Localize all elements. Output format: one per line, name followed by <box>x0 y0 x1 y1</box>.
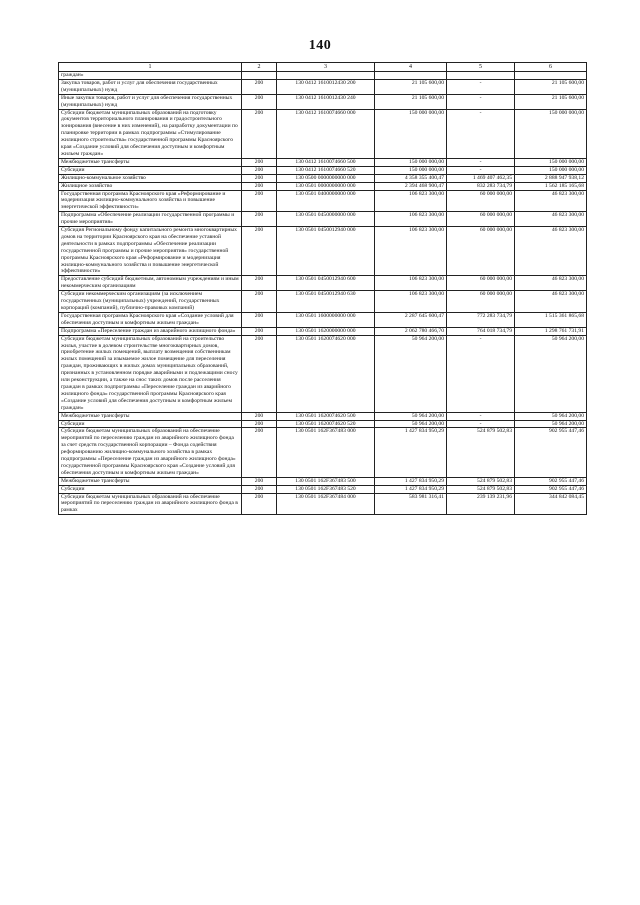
classification-code-cell: 130 0500 0000000000 000 <box>277 174 375 182</box>
amount-cell: 50 964 200,00 <box>515 420 587 428</box>
amount-cell: 50 964 200,00 <box>375 412 447 420</box>
code-cell: 200 <box>242 227 277 276</box>
code-cell <box>242 72 277 80</box>
code-cell: 200 <box>242 420 277 428</box>
classification-code-cell: 130 0501 0450012940 000 <box>277 227 375 276</box>
column-number: 6 <box>515 63 587 72</box>
classification-code-cell <box>277 72 375 80</box>
amount-cell: 150 000 000,00 <box>375 109 447 158</box>
table-row <box>59 190 587 212</box>
code-cell: 200 <box>242 312 277 327</box>
code-cell: 200 <box>242 182 277 190</box>
amount-cell: 524 879 502,83 <box>447 428 515 477</box>
row-name-cell: Субсидии бюджетам муниципальных образований на строительство жилья, участие в долевом строительстве многоквартирных домов, приобретение жилых помещений, выплату возмещения собственникам жилых помещений за изымаемое жилое помещение для переселения граждан, проживающих в жилых домах муниципальных образований, признанных в установленном порядке аварийными и подлежащими сносу или реконструкции, а также на снос таких домов после расселения граждан в рамках подпрограммы «Переселение граждан из аварийного жилищного фонда» государственной программы Красноярского края «Создание условий для обеспечения доступным и комфортным жильем граждан» <box>59 335 242 412</box>
amount-cell: 60 000 000,00 <box>447 227 515 276</box>
amount-cell: - <box>447 158 515 166</box>
row-name-cell: Предоставление субсидий бюджетным, автономным учреждениям и иным некоммерческим организациям <box>59 276 242 291</box>
table-row <box>59 79 587 94</box>
amount-cell: 583 981 316,41 <box>375 493 447 515</box>
classification-code-cell: 130 0501 162F367483 500 <box>277 477 375 485</box>
amount-cell: 21 105 600,00 <box>515 79 587 94</box>
table-row <box>59 227 587 276</box>
amount-cell: 46 823 300,00 <box>515 190 587 212</box>
amount-cell: 150 000 000,00 <box>375 158 447 166</box>
table-row <box>59 485 587 493</box>
row-name-cell: граждан» <box>59 72 242 80</box>
amount-cell: 524 879 502,83 <box>447 477 515 485</box>
table-row <box>59 174 587 182</box>
row-name-cell: Субсидии бюджетам муниципальных образований на подготовку документов территориального планирования и градостроительного зонирования (внесение в них изменений), на разработку документации по планировке территории в рамках подпрограммы «Стимулирование жилищного строительства» государственной программы Красноярского края «Создание условий для обеспечения доступным и комфортным жильем граждан» <box>59 109 242 158</box>
table-row <box>59 477 587 485</box>
amount-cell: 50 964 200,00 <box>375 335 447 412</box>
classification-code-cell: 130 0501 0450012940 630 <box>277 291 375 313</box>
classification-code-cell: 130 0412 1610074660 500 <box>277 158 375 166</box>
amount-cell: 60 000 000,00 <box>447 276 515 291</box>
amount-cell: 60 000 000,00 <box>447 212 515 227</box>
classification-code-cell: 130 0501 0450012940 600 <box>277 276 375 291</box>
amount-cell: 1 427 834 950,29 <box>375 477 447 485</box>
code-cell: 200 <box>242 477 277 485</box>
amount-cell: 239 139 231,96 <box>447 493 515 515</box>
amount-cell: 150 000 000,00 <box>515 158 587 166</box>
code-cell: 200 <box>242 335 277 412</box>
code-cell: 200 <box>242 412 277 420</box>
classification-code-cell: 130 0501 1620000000 000 <box>277 327 375 335</box>
classification-code-cell: 130 0501 1620074620 000 <box>277 335 375 412</box>
amount-cell: - <box>447 335 515 412</box>
column-number: 4 <box>375 63 447 72</box>
amount-cell: 1 469 407 462,35 <box>447 174 515 182</box>
classification-code-cell: 130 0412 1610074660 520 <box>277 166 375 174</box>
row-name-cell: Субсидии <box>59 485 242 493</box>
amount-cell: 60 000 000,00 <box>447 291 515 313</box>
code-cell: 200 <box>242 212 277 227</box>
amount-cell: - <box>447 79 515 94</box>
amount-cell: 1 515 361 865,68 <box>515 312 587 327</box>
row-name-cell: Межбюджетные трансферты <box>59 412 242 420</box>
classification-code-cell: 130 0501 162F367484 000 <box>277 493 375 515</box>
row-name-cell: Подпрограмма «Обеспечение реализации государственной программы и прочие мероприятия» <box>59 212 242 227</box>
amount-cell: 1 298 761 731,91 <box>515 327 587 335</box>
row-name-cell: Субсидии некоммерческим организациям (за исключением государственных (муниципальных) учреждений, государственных корпораций (компаний), публично-правовых компаний) <box>59 291 242 313</box>
amount-cell: 1 427 834 950,29 <box>375 428 447 477</box>
classification-code-cell: 130 0501 1620074620 500 <box>277 412 375 420</box>
table-row <box>59 420 587 428</box>
code-cell: 200 <box>242 158 277 166</box>
code-cell: 200 <box>242 276 277 291</box>
column-number: 5 <box>447 63 515 72</box>
table-row <box>59 182 587 190</box>
amount-cell: 60 000 000,00 <box>447 190 515 212</box>
table-row <box>59 109 587 158</box>
amount-cell: 902 955 447,46 <box>515 485 587 493</box>
row-name-cell: Межбюджетные трансферты <box>59 477 242 485</box>
table-row <box>59 428 587 477</box>
code-cell: 200 <box>242 190 277 212</box>
table-row <box>59 72 587 80</box>
row-name-cell: Субсидии бюджетам муниципальных образований на обеспечение мероприятий по переселению граждан из аварийного жилищного фонда в рамках <box>59 493 242 515</box>
row-name-cell: Субсидии <box>59 166 242 174</box>
classification-code-cell: 130 0501 162F367483 520 <box>277 485 375 493</box>
amount-cell: 832 283 734,79 <box>447 182 515 190</box>
amount-cell: 106 823 300,00 <box>375 212 447 227</box>
column-number: 1 <box>59 63 242 72</box>
classification-code-cell: 130 0501 0450000000 000 <box>277 212 375 227</box>
amount-cell: - <box>447 420 515 428</box>
table-row <box>59 312 587 327</box>
amount-cell <box>515 72 587 80</box>
row-name-cell: Закупка товаров, работ и услуг для обеспечения государственных (муниципальных) нужд <box>59 79 242 94</box>
row-name-cell: Межбюджетные трансферты <box>59 158 242 166</box>
column-number-row <box>59 63 587 72</box>
amount-cell: 50 964 200,00 <box>375 420 447 428</box>
amount-cell <box>375 72 447 80</box>
code-cell: 200 <box>242 109 277 158</box>
amount-cell: 106 823 300,00 <box>375 291 447 313</box>
amount-cell: - <box>447 166 515 174</box>
classification-code-cell: 130 0501 0000000000 000 <box>277 182 375 190</box>
amount-cell: - <box>447 109 515 158</box>
classification-code-cell: 130 0501 0400000000 000 <box>277 190 375 212</box>
row-name-cell: Иные закупки товаров, работ и услуг для обеспечения государственных (муниципальных) нужд <box>59 94 242 109</box>
amount-cell: 21 105 600,00 <box>375 94 447 109</box>
table-row <box>59 493 587 515</box>
row-name-cell: Субсидии бюджетам муниципальных образований на обеспечение мероприятий по переселению граждан из аварийного жилищного фонда за счет средств государственной корпорации – Фонда содействия реформированию жилищно-коммунального хозяйства в рамках подпрограммы «Переселение граждан из аварийного жилищного фонда» государственной программы Красноярского края «Создание условий для обеспечения доступным и комфортным жильем граждан» <box>59 428 242 477</box>
table-row <box>59 327 587 335</box>
amount-cell: 46 823 300,00 <box>515 227 587 276</box>
code-cell: 200 <box>242 79 277 94</box>
amount-cell: 2 888 947 938,12 <box>515 174 587 182</box>
row-name-cell: Жилищно-коммунальное хозяйство <box>59 174 242 182</box>
classification-code-cell: 130 0501 162F367483 000 <box>277 428 375 477</box>
row-name-cell: Жилищное хозяйство <box>59 182 242 190</box>
table-row <box>59 166 587 174</box>
amount-cell: 106 823 300,00 <box>375 276 447 291</box>
amount-cell: - <box>447 94 515 109</box>
classification-code-cell: 130 0412 1610074660 000 <box>277 109 375 158</box>
amount-cell: 1 427 834 950,29 <box>375 485 447 493</box>
code-cell: 200 <box>242 493 277 515</box>
code-cell: 200 <box>242 291 277 313</box>
amount-cell: 21 105 600,00 <box>375 79 447 94</box>
amount-cell: 4 358 355 400,47 <box>375 174 447 182</box>
amount-cell: 21 105 600,00 <box>515 94 587 109</box>
row-name-cell: Субсидия Региональному фонду капитального ремонта многоквартирных домов на территории Красноярского края на обеспечение уставной деятельности в рамках подпрограммы «Обеспечение реализации государственной программы и прочие мероприятия» государственной программы Красноярского края «Реформирование и модернизация жилищно-коммунального хозяйства и повышение энергетической эффективности» <box>59 227 242 276</box>
table-row <box>59 94 587 109</box>
amount-cell: 2 394 468 900,47 <box>375 182 447 190</box>
amount-cell: 2 062 780 466,70 <box>375 327 447 335</box>
amount-cell: 150 000 000,00 <box>515 109 587 158</box>
row-name-cell: Государственная программа Красноярского края «Создание условий для обеспечения доступным и комфортным жильем граждан» <box>59 312 242 327</box>
row-name-cell: Подпрограмма «Переселение граждан из аварийного жилищного фонда» <box>59 327 242 335</box>
row-name-cell: Государственная программа Красноярского края «Реформирование и модернизация жилищно-коммунального хозяйства и повышение энергетической эффективности» <box>59 190 242 212</box>
code-cell: 200 <box>242 428 277 477</box>
classification-code-cell: 130 0412 1610012430 240 <box>277 94 375 109</box>
amount-cell: 106 823 300,00 <box>375 190 447 212</box>
table-row <box>59 291 587 313</box>
amount-cell: 50 964 200,00 <box>515 335 587 412</box>
classification-code-cell: 130 0412 1610012430 200 <box>277 79 375 94</box>
column-number: 3 <box>277 63 375 72</box>
table-row <box>59 158 587 166</box>
amount-cell: 344 842 084,45 <box>515 493 587 515</box>
amount-cell: 772 283 734,79 <box>447 312 515 327</box>
table-row <box>59 412 587 420</box>
amount-cell: 46 823 300,00 <box>515 212 587 227</box>
table-row <box>59 212 587 227</box>
amount-cell: - <box>447 412 515 420</box>
amount-cell: 46 823 300,00 <box>515 291 587 313</box>
amount-cell: 2 287 645 600,47 <box>375 312 447 327</box>
amount-cell: 46 823 300,00 <box>515 276 587 291</box>
classification-code-cell: 130 0501 1600000000 000 <box>277 312 375 327</box>
table-row <box>59 276 587 291</box>
code-cell: 200 <box>242 485 277 493</box>
amount-cell: 764 018 734,79 <box>447 327 515 335</box>
code-cell: 200 <box>242 327 277 335</box>
amount-cell: 524 879 502,83 <box>447 485 515 493</box>
amount-cell: 150 000 000,00 <box>515 166 587 174</box>
amount-cell: 902 955 447,46 <box>515 428 587 477</box>
code-cell: 200 <box>242 174 277 182</box>
code-cell: 200 <box>242 166 277 174</box>
column-number: 2 <box>242 63 277 72</box>
amount-cell: 902 955 447,46 <box>515 477 587 485</box>
budget-table <box>58 62 587 515</box>
page-number: 140 <box>308 38 332 53</box>
amount-cell: 50 964 200,00 <box>515 412 587 420</box>
classification-code-cell: 130 0501 1620074620 520 <box>277 420 375 428</box>
amount-cell <box>447 72 515 80</box>
row-name-cell: Субсидии <box>59 420 242 428</box>
table-row <box>59 335 587 412</box>
amount-cell: 150 000 000,00 <box>375 166 447 174</box>
amount-cell: 106 823 300,00 <box>375 227 447 276</box>
amount-cell: 1 562 185 165,68 <box>515 182 587 190</box>
code-cell: 200 <box>242 94 277 109</box>
